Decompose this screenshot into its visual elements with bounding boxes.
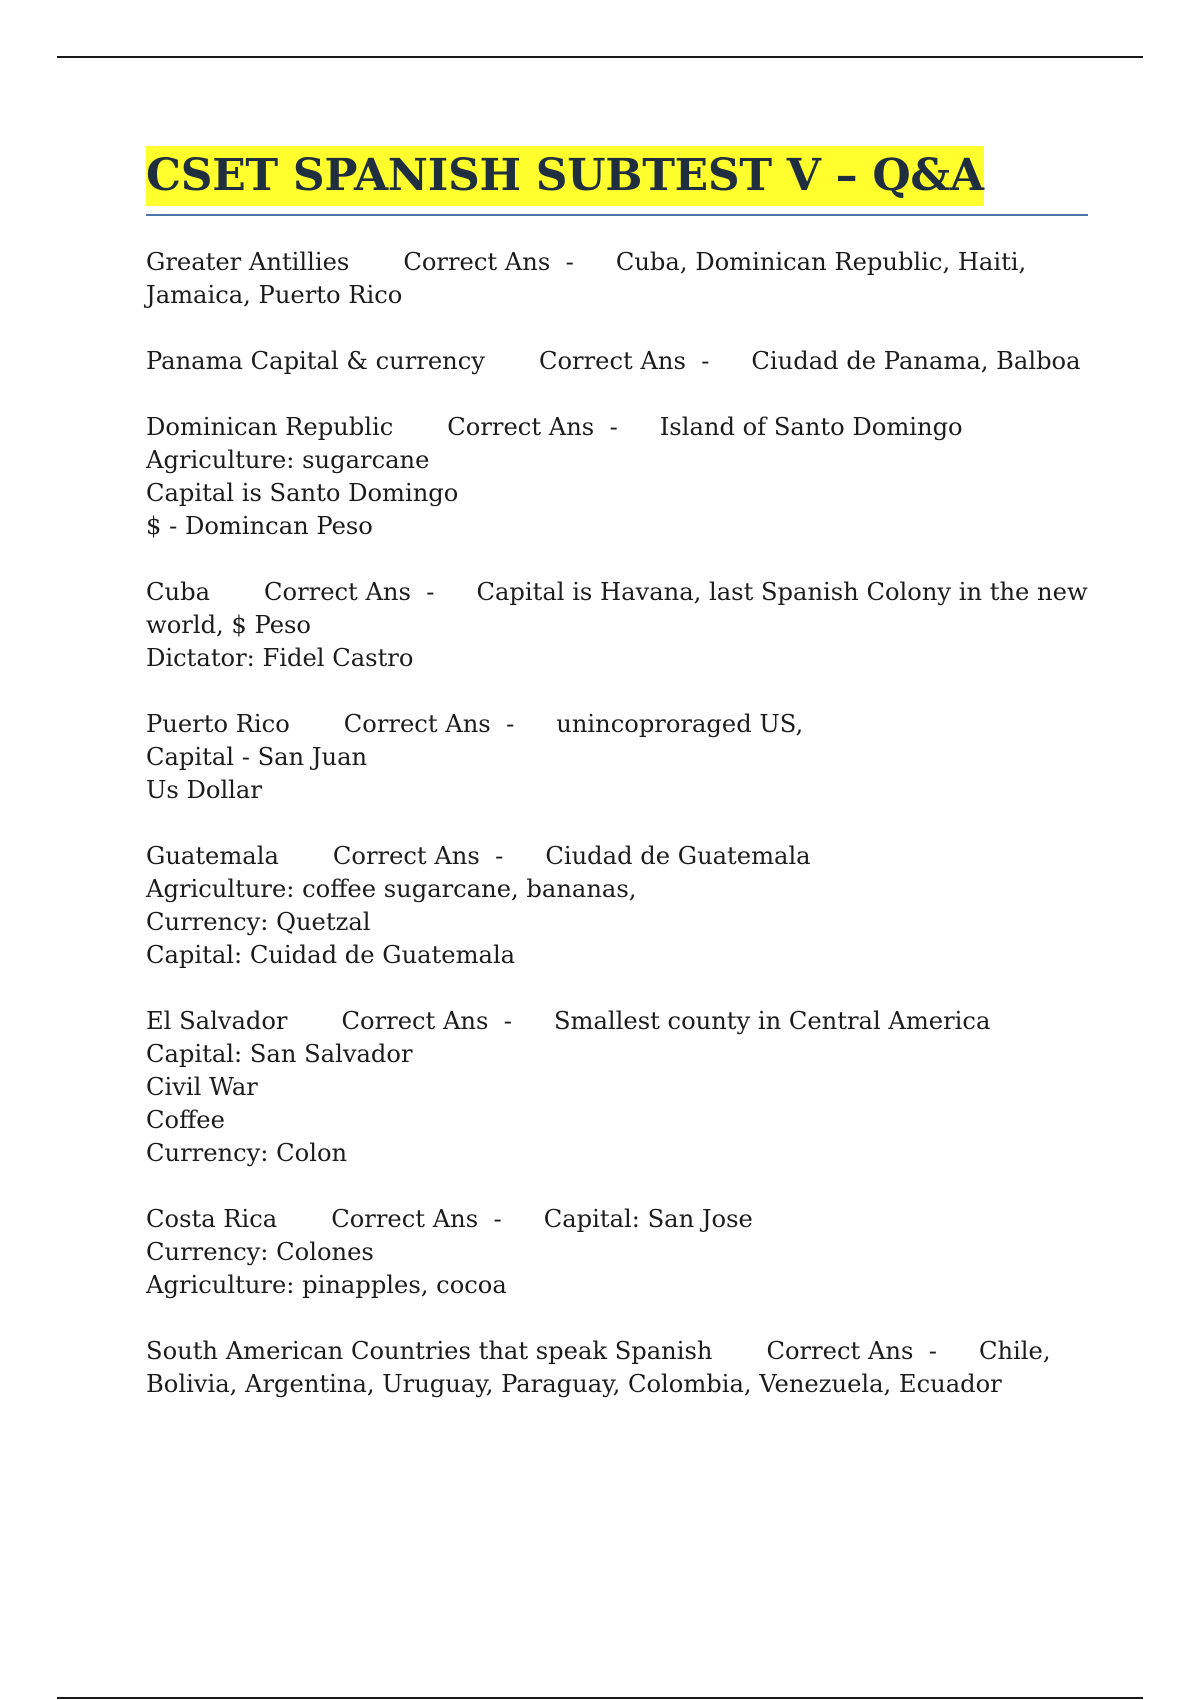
qa-answer-line: Capital - San Juan [146,743,368,771]
qa-item [146,411,1066,543]
qa-answer: Island of Santo Domingo [659,413,963,441]
qa-term: Greater Antillies [146,248,350,276]
qa-first-line [146,708,1066,741]
qa-first-line [146,345,1081,378]
qa-item [146,1203,1066,1302]
qa-first-line [146,576,1088,609]
qa-answer-line: Coffee [146,1106,225,1134]
qa-term: South American Countries that speak Spanish [146,1337,713,1365]
qa-answer: Chile, [978,1337,1051,1365]
correct-ans-label: Correct Ans - [447,413,618,441]
title-block [146,146,1088,216]
qa-answer: Ciudad de Panama, Balboa [751,347,1081,375]
qa-item [146,1335,1066,1401]
qa-answer: Ciudad de Guatemala [545,842,811,870]
qa-item [146,246,1066,312]
correct-ans-label: Correct Ans - [332,842,504,870]
qa-answer: unincoproraged US, [556,710,804,738]
correct-ans-label: Correct Ans - [766,1337,937,1365]
qa-first-line [146,1203,1066,1236]
qa-first-line [146,840,1066,873]
qa-item [146,345,1081,378]
page-title: CSET SPANISH SUBTEST V – Q&A [146,146,984,206]
qa-answer-line: Currency: Colones [146,1238,374,1266]
correct-ans-label: Correct Ans - [264,578,435,606]
qa-answer-line: Capital: San Salvador [146,1040,413,1068]
correct-ans-label: Correct Ans - [341,1007,512,1035]
qa-term: Puerto Rico [146,710,290,738]
qa-term: Dominican Republic [146,413,394,441]
correct-ans-label: Correct Ans - [403,248,574,276]
qa-answer-line: Jamaica, Puerto Rico [146,281,403,309]
qa-first-line [146,1005,1066,1038]
qa-answer-line: $ - Domincan Peso [146,512,373,540]
qa-first-line [146,411,1066,444]
qa-answer-line: Currency: Quetzal [146,908,371,936]
qa-term: Panama Capital & currency [146,347,485,375]
qa-answer-line: Civil War [146,1073,258,1101]
qa-answer-line: Agriculture: pinapples, cocoa [146,1271,507,1299]
qa-item [146,576,1088,675]
qa-term: Guatemala [146,842,279,870]
qa-answer: Capital is Havana, last Spanish Colony in the new [476,578,1088,606]
qa-first-line [146,246,1066,279]
qa-answer-line: world, $ Peso [146,611,311,639]
qa-term: Costa Rica [146,1205,278,1233]
qa-answer: Smallest county in Central America [553,1007,991,1035]
qa-answer-line: Capital is Santo Domingo [146,479,459,507]
qa-answer-line: Agriculture: sugarcane [146,446,430,474]
page-top-rule [57,56,1143,58]
correct-ans-label: Correct Ans - [538,347,710,375]
correct-ans-label: Correct Ans - [343,710,515,738]
qa-term: El Salvador [146,1007,288,1035]
qa-first-line [146,1335,1066,1368]
qa-answer: Capital: San Jose [543,1205,753,1233]
qa-answer-line: Capital: Cuidad de Guatemala [146,941,516,969]
qa-item [146,840,1066,972]
qa-answer-line: Agriculture: coffee sugarcane, bananas, [146,875,637,903]
qa-answer-line: Dictator: Fidel Castro [146,644,414,672]
qa-answer-line: Us Dollar [146,776,262,804]
qa-answer-line: Currency: Colon [146,1139,348,1167]
qa-list [146,246,1088,1434]
qa-answer-line: Bolivia, Argentina, Uruguay, Paraguay, Colombia, Venezuela, Ecuador [146,1370,1002,1398]
qa-item [146,708,1066,807]
page-bottom-rule [57,1697,1143,1699]
qa-term: Cuba [146,578,210,606]
qa-answer: Cuba, Dominican Republic, Haiti, [615,248,1027,276]
qa-item [146,1005,1066,1170]
correct-ans-label: Correct Ans - [331,1205,502,1233]
